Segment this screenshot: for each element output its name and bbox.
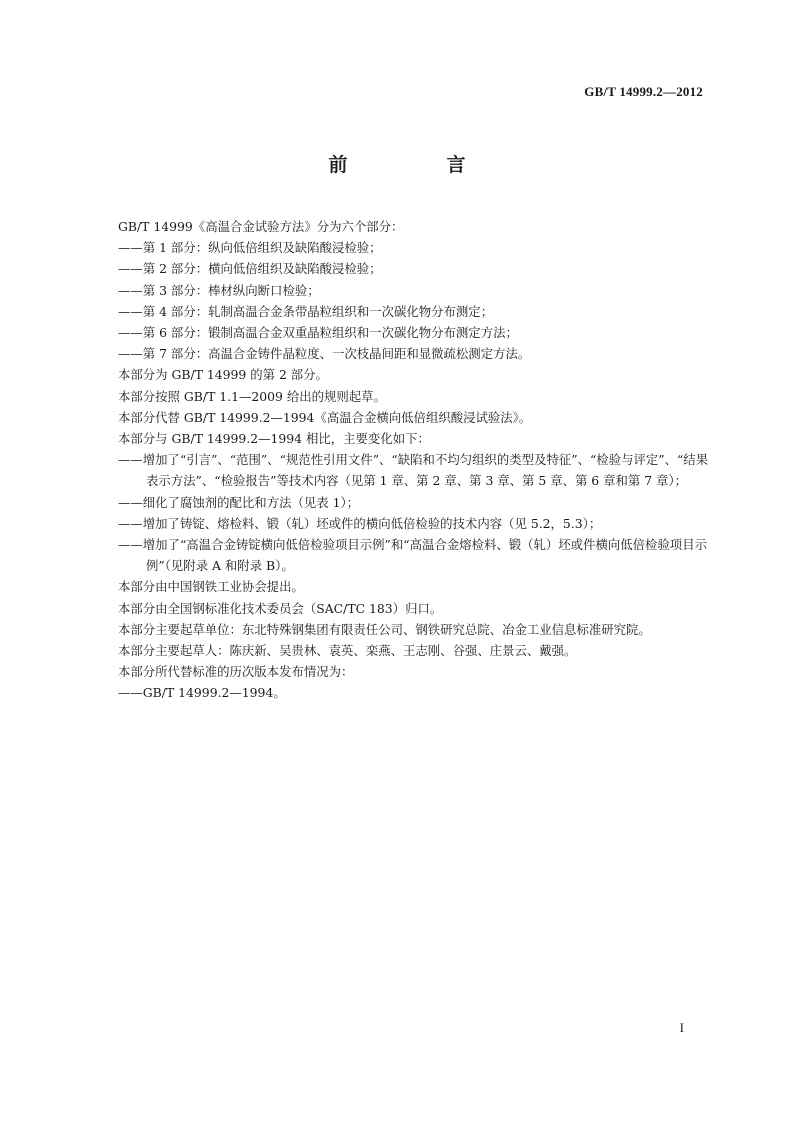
list-item: ——第 3 部分：棒材纵向断口检验； bbox=[118, 282, 320, 298]
list-item: ——细化了腐蚀剂的配比和方法（见表 1）； bbox=[118, 494, 360, 510]
list-item: ——第 4 部分：轧制高温合金条带晶粒组织和一次碳化物分布测定； bbox=[118, 303, 494, 319]
paragraph: 本部分由中国钢铁工业协会提出。 bbox=[118, 579, 304, 595]
list-item: ——增加了“引言”、“范围”、“规范性引用文件”、“缺陷和不均匀组织的类型及特征”、“检验与评定”、“结果表示方法”、“检验报告”等技术内容（见第 1 章、第 2 章、第 3 章、第 5 章、第 6 章和第 7 章）； bbox=[118, 452, 709, 489]
paragraph: 本部分主要起草人：陈庆新、吴贵林、袁英、栾燕、王志刚、谷强、庄景云、戴强。 bbox=[118, 643, 577, 659]
list-item: ——增加了铸锭、熔检料、锻（轧）坯或件的横向低倍检验的技术内容（见 5.2，5.3）； bbox=[118, 515, 602, 531]
paragraph: 本部分代替 GB/T 14999.2—1994《高温合金横向低倍组织酸浸试验法》。 bbox=[118, 409, 532, 425]
paragraph: 本部分按照 GB/T 1.1—2009 给出的规则起草。 bbox=[118, 388, 386, 404]
paragraph: 本部分为 GB/T 14999 的第 2 部分。 bbox=[118, 367, 328, 383]
foreword-body bbox=[118, 216, 710, 704]
paragraph: 本部分主要起草单位：东北特殊钢集团有限责任公司、钢铁研究总院、冶金工业信息标准研究院。 bbox=[118, 621, 651, 637]
list-item: ——GB/T 14999.2—1994。 bbox=[118, 685, 286, 701]
list-item: ——第 7 部分：高温合金铸件晶粒度、一次枝晶间距和显微疏松测定方法。 bbox=[118, 346, 531, 362]
paragraph: 本部分由全国钢标准化技术委员会（SAC/TC 183）归口。 bbox=[118, 600, 443, 616]
paragraph: 本部分所代替标准的历次版本发布情况为： bbox=[118, 664, 354, 680]
list-item: ——第 6 部分：锻制高温合金双重晶粒组织和一次碳化物分布测定方法； bbox=[118, 325, 518, 341]
standard-code: GB/T 14999.2—2012 bbox=[584, 84, 703, 99]
list-item: ——第 1 部分：纵向低倍组织及缺陷酸浸检验； bbox=[118, 240, 382, 256]
paragraph: 本部分与 GB/T 14999.2—1994 相比，主要变化如下： bbox=[118, 431, 430, 447]
page-number: I bbox=[679, 1020, 684, 1035]
page-title: 前 言 bbox=[328, 154, 506, 176]
list-item: ——第 2 部分：横向低倍组织及缺陷酸浸检验； bbox=[118, 261, 382, 277]
list-item: ——增加了“高温合金铸锭横向低倍检验项目示例”和“高温合金熔检料、锻（轧）坯或件横向低倍检验项目示例”（见附录 A 和附录 B）。 bbox=[118, 537, 707, 574]
paragraph: GB/T 14999《高温合金试验方法》分为六个部分： bbox=[118, 219, 404, 234]
